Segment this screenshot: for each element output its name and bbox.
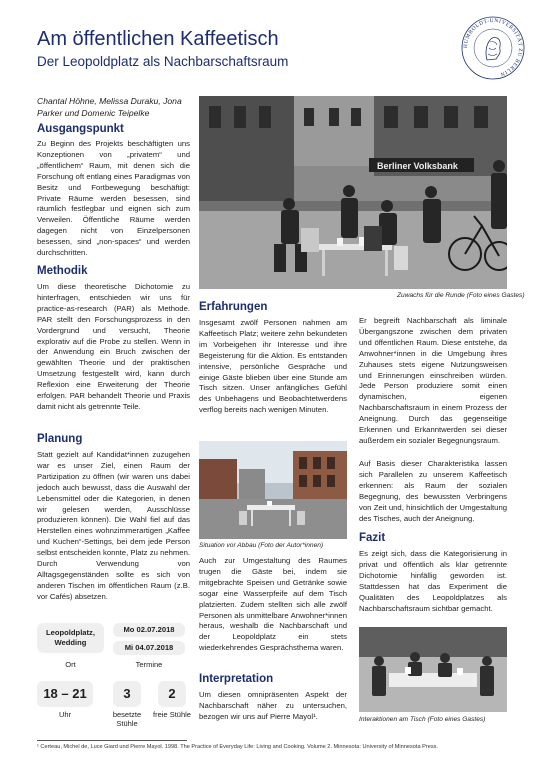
text-fazit: Es zeigt sich, dass die Kategorisierung in privat und öffentlich als klar getrennte Dichotomie hinfällig geworden ist. Stattdessen hat das Experiment die Qualitäten des Leopoldplatzes als Nachbarschaftsraum sichtbar gemacht. [359, 549, 507, 613]
text-methodik: Um diese theoretische Dichotomie zu hinterfragen, entschieden wir uns für practice-as-research (PAR) als Methode. PAR stellt den Forschungsprozess in den Vordergrund und versucht, Theorie explorativ auf die Probe zu stellen. Wenn in der Anwendung ein Bruch zwischen der gewählten Theorie und der praktischen Umsetzung festgestellt wird, kann durch Reflexion eine Erweiterung der Theorie erfolgen. PAR behandelt Theorie und Praxis damit nicht als getrennte Teile. [37, 282, 190, 411]
text-erfahrungen: Insgesamt zwölf Personen nahmen am Kaffeetisch Platz; weitere zehn bekundeten im Vorbeigehen ihr Interesse und ihre Begeisterung für die Aktion. Es entstanden intensive, persönliche Gespräche und einige Gäste blieben über eine Stunde am Tisch sitzen. Unser anfängliches Gefühl des Unbehagens und Beobachtetwerdens verflog bereits nach wenigen Minuten. [199, 318, 347, 415]
photo-abbau [199, 441, 347, 539]
fact-termine-label: Termine [135, 660, 163, 669]
page-title: Am öffentlichen Kaffeetisch [37, 28, 279, 50]
fact-termin-2 [113, 641, 185, 655]
text-erfahrungen-2: Auch zur Umgestaltung des Raumes trugen die Gäste bei, indem sie mitgebrachte Speisen und Getränke sowie sogar eine Wasserpfeife auf dem Tisch platzierten. Zudem stellten sich alle zwölf Personen als unmittelbare Anwohner*innen heraus, weshalb die Nachbarschaft und der Leopoldplatz ein stets wiederkehrendes Gesprächsthema waren. [199, 556, 347, 653]
caption-photo-abbau: Situation vor Abbau (Foto der Autor*innen) [199, 542, 324, 549]
fact-frei-box [158, 681, 186, 707]
fact-ort-value: Leopoldplatz, Wedding [46, 628, 95, 647]
fact-termin-1-value: Mo 02.07.2018 [123, 625, 175, 634]
fact-uhr-box [37, 681, 93, 707]
text-ausgangspunkt: Zu Beginn des Projekts beschäftigten uns Konzeptionen von „privatem“ und „öffentlichem“ Raum, mit denen sich die Forschung oft entlang eines Paradigmas von Besitz und Fortbewegung beschäftigt: Private Räume werden besessen, sind räumlich festlegbar und eignen sich zum Verweilen. Öffentliche Räume werden dagegen nicht von Einzelpersonen besessen, sind „non-spaces“ und werden durchschritten. [37, 139, 190, 258]
page-subtitle: Der Leopoldplatz als Nachbarschaftsraum [37, 54, 289, 69]
university-seal-logo [460, 15, 526, 81]
svg-text:HUMBOLDT-UNIVERSITÄT ZU BERLIN [463, 18, 523, 77]
heading-methodik: Methodik [37, 265, 88, 277]
fact-uhr-value: 18 – 21 [43, 686, 87, 701]
caption-photo-zuwachs: Zuwachs für die Runde (Foto eines Gastes) [397, 292, 525, 299]
fact-uhr-label: Uhr [58, 710, 72, 719]
caption-photo-interaktionen: Interaktionen am Tisch (Foto eines Gastes) [359, 716, 486, 723]
footnote: ¹ Certeau, Michel de, Luce Giard und Pierre Mayol. 1998. The Practice of Everyday Life: Living and Cooking. Volume 2. Minnesota: University of Minnesota Press. [37, 744, 438, 750]
seal-text: HUMBOLDT-UNIVERSITÄT ZU BERLIN [462, 17, 524, 77]
fact-frei-label: freie Stühle [153, 710, 191, 719]
authors: Chantal Höhne, Melissa Duraku, Jona Parker und Domenic Teipelke [37, 96, 182, 118]
text-right-1: Er begreift Nachbarschaft als liminale Übergangszone zwischen dem privaten und öffentlichen Raum. Diese entstehe, da Anwohner*innen in die Umgebung ihres Zuhauses stets eigene Nutzungsweisen und Erinnerungen einschreiben würden. Jede Person produziere somit einen dynamischen, eigenen Nachbarschaftsraum in einem Prozess der Aneignung. Durch das gegenseitige Erkennen und Erkanntwerden sei dieser außerdem ein sozialer Begegnungsraum. [359, 316, 507, 445]
heading-interpretation: Interpretation [199, 673, 274, 685]
photo-interaktionen [359, 627, 507, 712]
photo-sign-text: Berliner Volksbank [377, 161, 458, 171]
text-interpretation: Um diesen omnipräsenten Aspekt der Nachbarschaft näher zu untersuchen, bezogen wir uns auf Pierre Mayol¹. [199, 690, 347, 721]
text-right-2: Auf Basis dieser Charakteristika lassen sich Parallelen zu unserem Kaffeetisch erkennen: als Raum der sozialen Begegnung, des bewussten Verbringens von Zeit und, hinsichtlich der Umgestaltung des Tisches, auch der Aneignung. [359, 459, 507, 523]
heading-fazit: Fazit [359, 532, 386, 544]
fact-besetzt-box [113, 681, 141, 707]
fact-termin-1 [113, 623, 185, 637]
heading-ausgangspunkt: Ausgangspunkt [37, 123, 124, 135]
text-planung: Statt gezielt auf Kandidat*innen zuzugehen war es unser Ziel, einen Raum der Partizipation zu öffnen (wir waren uns dabei jedoch auch bewusst, dass die Auswahl der Lebensmittel oder die Kategorien, in denen wir gelesen werden, Ausschlüsse produzieren können). Die Wahl fiel auf das Herstellen eines wohnzimmerartigen „Kaffee und Kuchen“-Settings, bei dem jede Person selbst entscheiden konnte, Platz zu nehmen. Durch Verwendung von Alltagsgegenständen sollte es sich von anderen Tischen im öffentlichen Raum (z.B. vor Cafés) absetzen. [37, 450, 190, 601]
photo-zuwachs [199, 96, 507, 289]
fact-besetzt-label: besetzte Stühle [112, 710, 142, 728]
heading-erfahrungen: Erfahrungen [199, 301, 268, 313]
heading-planung: Planung [37, 433, 83, 445]
fact-ort-box [37, 623, 104, 653]
fact-besetzt-value: 3 [123, 686, 131, 701]
fact-ort-label: Ort [65, 660, 76, 669]
fact-termin-2-value: Mi 04.07.2018 [124, 643, 174, 652]
footnote-divider [37, 740, 187, 741]
fact-frei-value: 2 [168, 686, 176, 701]
